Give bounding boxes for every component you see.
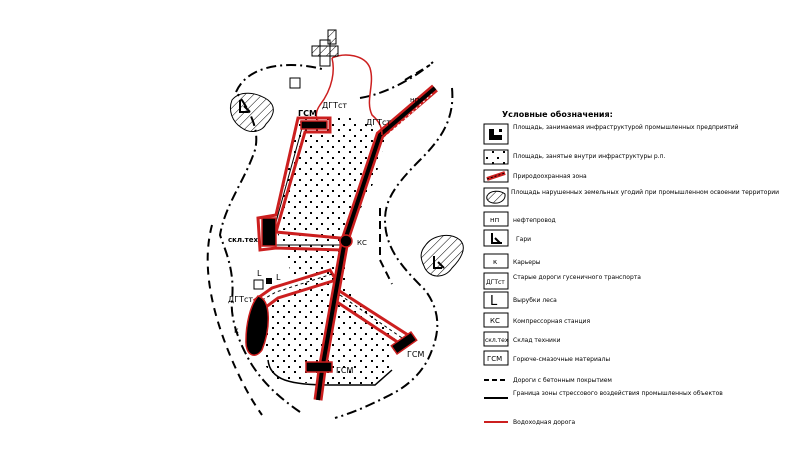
ks-icon: КС [490,317,500,325]
label-gsm-bottom: ГСМ [336,366,354,375]
sklad-icon: скл.тех [485,337,509,344]
l-icon: L [490,294,498,309]
legend-text-1: Площадь, занимаемая инфраструктурой промышленных предприятий [513,124,739,131]
cross-symbol-top [312,30,338,66]
concrete-road-top [405,65,430,80]
map-area [208,30,464,418]
gsm-block-top [301,121,327,129]
damaged-area-right [421,235,463,276]
legend-text-6: Гари [516,236,532,243]
legend-text-2: Площадь, занятые внутри инфраструктуры р.п. [513,153,666,160]
logging-square [266,278,272,284]
logging-square [254,280,263,289]
label-dgt-top2: ДГТст [366,118,392,127]
legend-text-15: Водоходная дорога [513,419,576,426]
legend-text-14: Граница зоны стрессового воздействия промышленных объектов [513,390,723,397]
legend [484,109,779,426]
damaged-area-left [230,93,273,131]
ks-station [340,235,352,247]
label-dgt-top1: ДГТст [322,101,348,110]
legend-text-5: нефтепровод [513,217,556,224]
dgt-icon: ДГТст [486,279,505,286]
label-l-2: L [276,273,281,282]
legend-text-12: Горюче-смазочные материалы [513,356,611,363]
legend-icon-box [484,124,508,144]
hatched-blob-icon [487,191,505,203]
label-ks: КС [357,239,367,247]
label-k-quarry: к [234,326,239,335]
label-sklad: скл.тех [228,236,259,244]
concrete-road-right [380,208,392,284]
legend-text-10: Компрессорная станция [513,318,591,325]
label-l-1: L [257,269,262,278]
label-np-road: нп [410,96,420,104]
legend-text-9: Вырубки леса [513,297,557,304]
small-square-top [290,78,300,88]
l-block-icon-dot [499,129,502,132]
np-icon: нп [490,216,500,224]
sklad-block [262,218,276,246]
legend-text-13: Дороги с бетонным покрытием [513,377,612,384]
gsm-block-bottom [306,362,332,372]
legend-text-11: Склад техники [513,337,561,344]
legend-text-3: Природоохранная зона [513,173,587,180]
legend-icon-box [484,150,508,164]
gsm-icon: ГСМ [487,355,503,363]
legend-title: Условные обозначения: [502,110,613,119]
label-dgt-left: ДГТст [228,295,254,304]
label-gsm-right: ГСМ [407,350,425,359]
legend-text-8: Старые дороги гусеничного транспорта [513,274,641,281]
legend-text-7: Карьеры [513,259,541,266]
label-gsm-top: ГСМ [298,109,317,118]
k-icon: к [493,258,498,266]
legend-text-4: Площадь нарушенных земельных угодий при промышленном освоении территории [511,189,780,196]
